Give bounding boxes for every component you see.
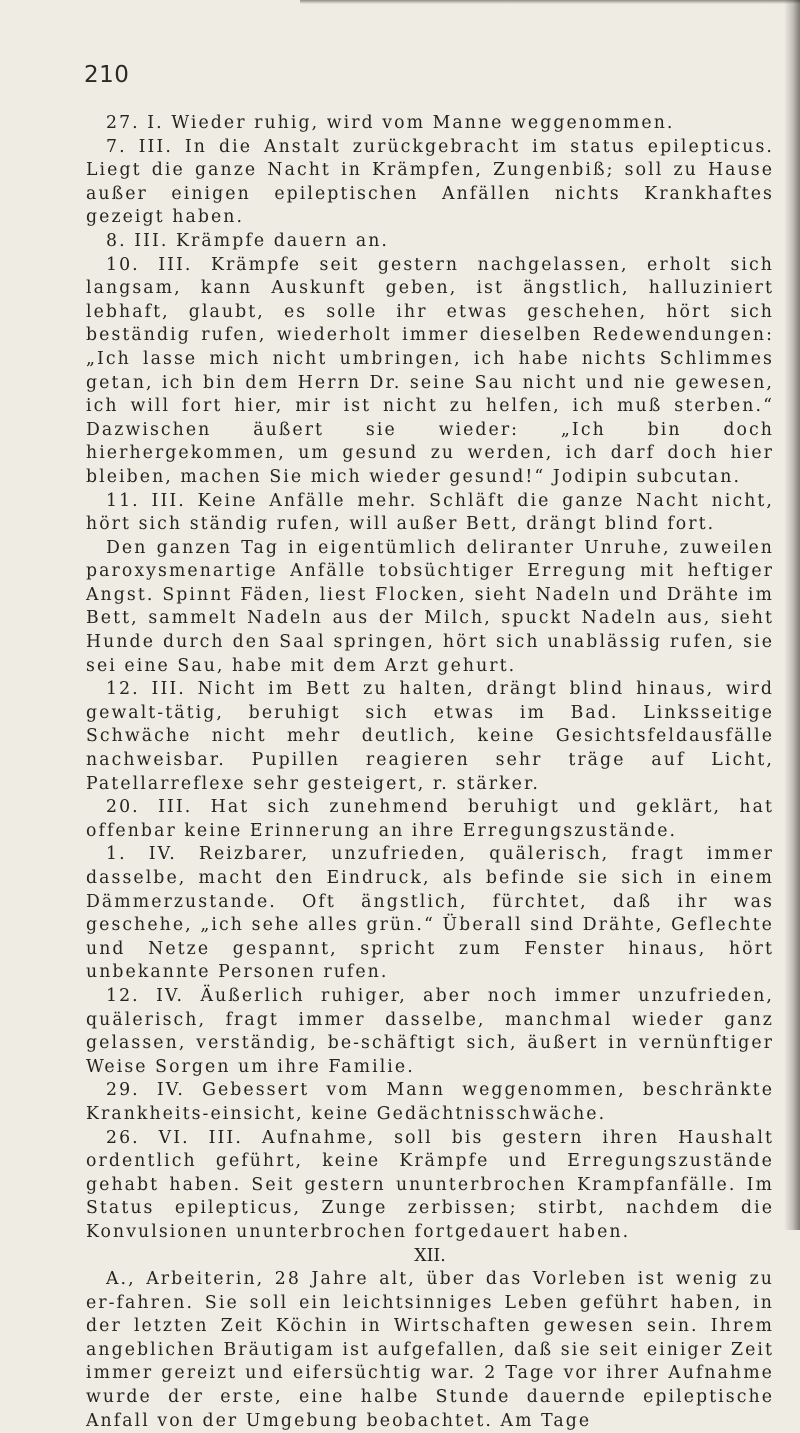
paragraph: 8. III. Krämpfe dauern an. xyxy=(106,230,389,251)
page-edge-shadow-right xyxy=(784,0,800,1230)
section-heading: XII. xyxy=(414,1245,446,1266)
paragraph: 27. I. Wieder ruhig, wird vom Manne weggenommen. xyxy=(106,113,675,133)
paragraph: 20. III. Hat sich zunehmend beruhigt und geklärt, hat offenbar keine Erinnerung an ihre Erregungszustände. xyxy=(86,797,774,841)
page-edge-shadow-top xyxy=(300,0,800,4)
paragraph: Den ganzen Tag in eigentümlich deliranter Unruhe, zuweilen paroxysmenartige Anfälle tobsüchtiger Erregung mit heftiger Angst. Spinnt Fäden, liest Flocken, sieht Nadeln und Drähte im Bett, sammelt Nadeln aus der Milch, spuckt Nadeln aus, sieht Hunde durch den Saal springen, hört sich unablässig rufen, sie sei eine Sau, habe mit dem Arzt gehurt. xyxy=(86,537,774,676)
paragraph: 11. III. Keine Anfälle mehr. Schläft die ganze Nacht nicht, hört sich ständig rufen, will außer Bett, drängt blind fort. xyxy=(86,490,774,535)
page-number: 210 xyxy=(84,62,130,88)
paragraph: 12. IV. Äußerlich ruhiger, aber noch immer unzufrieden, quälerisch, fragt immer dasselbe, manchmal wieder ganz gelassen, verständig, be-schäftigt sich, äußert in vernünftiger Weise Sorgen um ihre Familie. xyxy=(86,985,774,1077)
body-text xyxy=(86,112,774,1433)
paragraph: A., Arbeiterin, 28 Jahre alt, über das Vorleben ist wenig zu er-fahren. Sie soll ein leichtsinniges Leben geführt haben, in der letzten Zeit Köchin in Wirtschaften gewesen sein. Ihrem angeblichen Bräutigam ist aufgefallen, daß sie seit einiger Zeit immer gereizt und eifersüchtig war. 2 Tage vor ihrer Aufnahme wurde der erste, eine halbe Stunde dauernde epileptische Anfall von der Umgebung beobachtet. Am Tage xyxy=(86,1269,774,1431)
paragraph: 7. III. In die Anstalt zurückgebracht im status epilepticus. Liegt die ganze Nacht in Krämpfen, Zungenbiß; soll zu Hause außer einigen epileptischen Anfällen nichts Krankhaftes gezeigt haben. xyxy=(86,136,774,228)
paragraph: 26. VI. III. Aufnahme, soll bis gestern ihren Haushalt ordentlich geführt, keine Krämpfe und Erregungszustände gehabt haben. Seit gestern ununterbrochen Krampfanfälle. Im Status epilepticus, Zunge zerbissen; stirbt, nachdem die Konvulsionen ununterbrochen fortgedauert haben. xyxy=(86,1127,774,1242)
paragraph: 10. III. Krämpfe seit gestern nachgelassen, erholt sich langsam, kann Auskunft geben, ist ängstlich, halluziniert lebhaft, glaubt, es solle ihr etwas geschehen, hört sich beständig rufen, wiederholt immer dieselben Redewendungen: „Ich lasse mich nicht umbringen, ich habe nichts Schlimmes getan, ich bin dem Herrn Dr. seine Sau nicht und nie gewesen, ich will fort hier, mir ist nicht zu helfen, ich muß sterben.“ Dazwischen äußert sie wieder: „Ich bin doch hierhergekommen, um gesund zu werden, ich darf doch hier bleiben, machen Sie mich wieder gesund!“ Jodipin subcutan. xyxy=(86,254,774,487)
paragraph: 29. IV. Gebessert vom Mann weggenommen, beschränkte Krankheits-einsicht, keine Gedächtnisschwäche. xyxy=(86,1080,774,1124)
paragraph: 12. III. Nicht im Bett zu halten, drängt blind hinaus, wird gewalt-tätig, beruhigt sich etwas im Bad. Linksseitige Schwäche nicht mehr deutlich, keine Gesichtsfeldausfälle nachweisbar. Pupillen reagieren sehr träge auf Licht, Patellarreflexe sehr gesteigert, r. stärker. xyxy=(86,679,774,794)
paragraph: 1. IV. Reizbarer, unzufrieden, quälerisch, fragt immer dasselbe, macht den Eindruck, als befinde sie sich in einem Dämmerzustande. Oft ängstlich, fürchtet, daß ihr was geschehe, „ich sehe alles grün.“ Überall sind Drähte, Geflechte und Netze gespannt, spricht zum Fenster hinaus, hört unbekannte Personen rufen. xyxy=(86,844,774,983)
